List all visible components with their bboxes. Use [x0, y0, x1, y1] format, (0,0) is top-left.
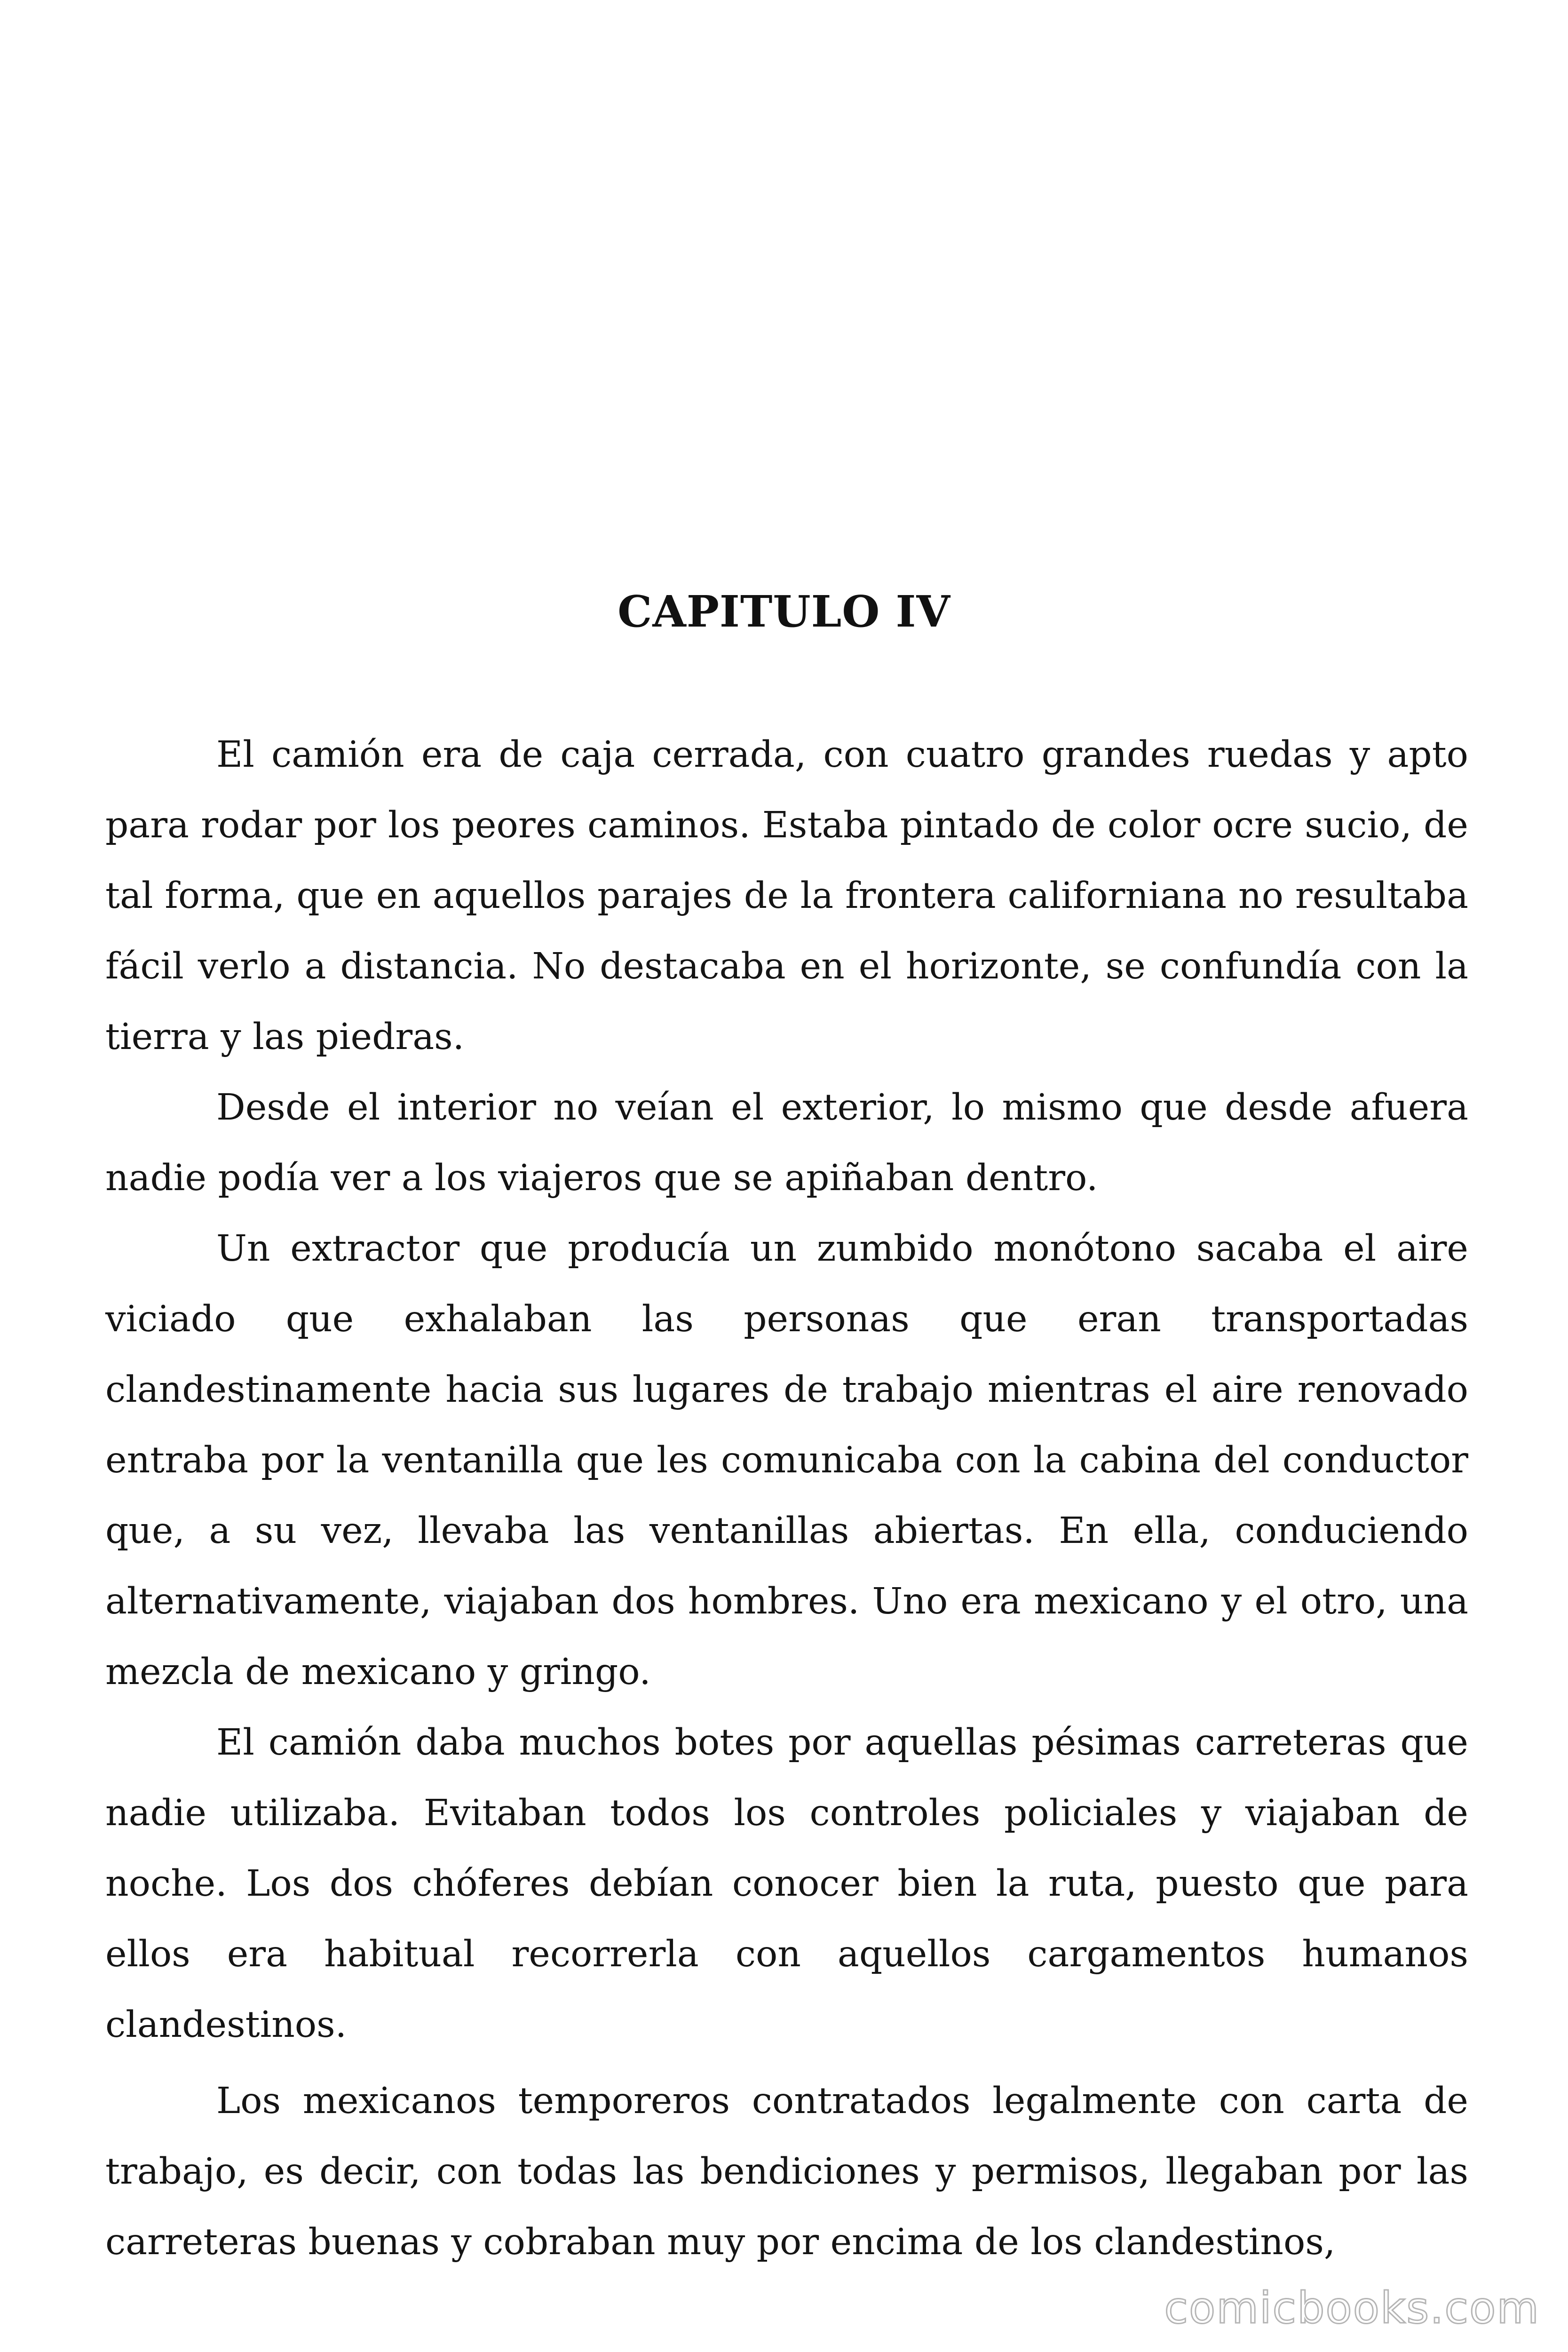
paragraph-3: Un extractor que producía un zumbido monótono sacaba el aire viciado que exhalaban las personas que eran transportadas clandestinamente hacia sus lugares de trabajo mientras el aire renovado entraba por la ventanilla que les comunicaba con la cabina del conductor que, a su vez, llevaba las ventanillas abiertas. En ella, conduciendo alternativamente, viajaban dos hombres. Uno era mexicano y el otro, una mezcla de mexicano y gringo. — [105, 1228, 1468, 1693]
watermark-logo: comicbooks.com — [1164, 2283, 1540, 2333]
paragraph-5: Los mexicanos temporeros contratados legalmente con carta de trabajo, es decir, con todas las bendiciones y permisos, llegaban por las carreteras buenas y cobraban muy por encima de los clandestinos, — [105, 2080, 1468, 2263]
paragraph-1: El camión era de caja cerrada, con cuatro grandes ruedas y apto para rodar por los peores caminos. Estaba pintado de color ocre sucio, de tal forma, que en aquellos parajes de la frontera californiana no resultaba fácil verlo a distancia. No destacaba en el horizonte, se confundía con la tierra y las piedras. — [105, 734, 1468, 1058]
chapter-title: CAPITULO IV — [618, 586, 950, 637]
paragraph-4: El camión daba muchos botes por aquellas pésimas carreteras que nadie utilizaba. Evitaban todos los controles policiales y viajaban de noche. Los dos chóferes debían conocer bien la ruta, puesto que para ellos era habitual recorrerla con aquellos cargamentos humanos clandestinos. — [105, 1722, 1468, 2046]
chapter-body — [105, 720, 1468, 2278]
paragraph-2: Desde el interior no veían el exterior, lo mismo que desde afuera nadie podía ver a los viajeros que se apiñaban dentro. — [105, 1087, 1468, 1199]
